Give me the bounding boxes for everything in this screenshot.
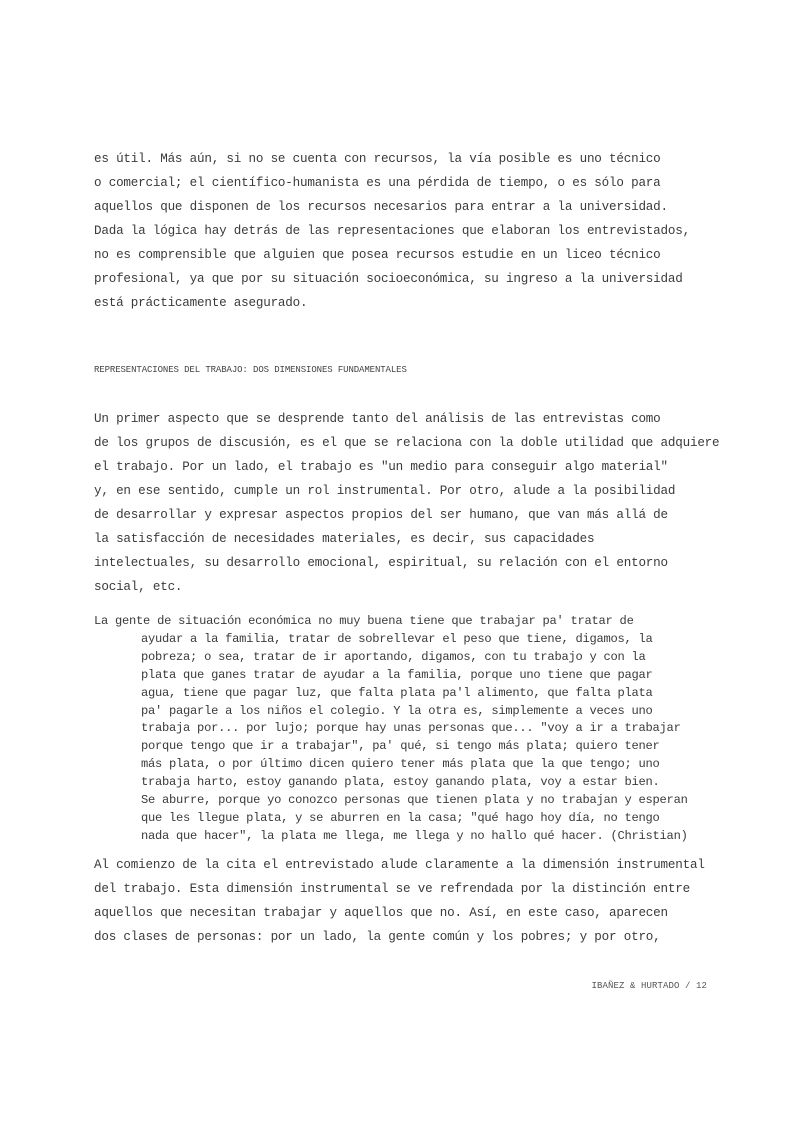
paragraph-line: intelectuales, su desarrollo emocional, espiritual, su relación con el entorno [94,556,668,570]
paragraph-line: Un primer aspecto que se desprende tanto del análisis de las entrevistas como [94,412,661,426]
quote-line: trabaja harto, estoy ganando plata, estoy ganando plata, voy a estar bien. [141,775,660,790]
paragraph-line: de desarrollar y expresar aspectos propios del ser humano, que van más allá de [94,508,668,522]
quote-line: trabaja por... por lujo; porque hay unas personas que... "voy a ir a trabajar [141,721,681,736]
page-footer: IBAÑEZ & HURTADO / 12 [591,981,707,991]
paragraph-line: o comercial; el científico-humanista es una pérdida de tiempo, o es sólo para [94,176,661,190]
paragraph-line: aquellos que disponen de los recursos necesarios para entrar a la universidad. [94,200,668,214]
paragraph-line: del trabajo. Esta dimensión instrumental se ve refrendada por la distinción entre [94,882,690,896]
body-paragraph-1 [94,147,708,315]
body-paragraph-2 [94,407,720,599]
quote-line: más plata, o por último dicen quiero tener más plata que la que tengo; uno [141,757,660,772]
quote-line: que les llegue plata, y se aburren en la casa; "qué hago hoy día, no tengo [141,810,660,825]
paragraph-line: el trabajo. Por un lado, el trabajo es "un medio para conseguir algo material" [94,460,668,474]
paragraph-line: aquellos que necesitan trabajar y aquellos que no. Así, en este caso, aparecen [94,906,668,920]
paragraph-line: de los grupos de discusión, es el que se relaciona con la doble utilidad que adquiere [94,436,720,450]
paragraph-line: la satisfacción de necesidades materiales, es decir, sus capacidades [94,532,595,546]
body-paragraph-3 [94,853,708,949]
quote-line: pa' pagarle a los niños el colegio. Y la otra es, simplemente a veces uno [141,703,653,718]
quote-line: nada que hacer", la plata me llega, me llega y no hallo qué hacer. (Christian) [141,828,688,843]
paragraph-line: y, en ese sentido, cumple un rol instrumental. Por otro, alude a la posibilidad [94,484,676,498]
quote-line: porque tengo que ir a trabajar", pa' qué, si tengo más plata; quiero tener [141,739,660,754]
paragraph-line: Dada la lógica hay detrás de las representaciones que elaboran los entrevistados, [94,224,690,238]
section-heading: REPRESENTACIONES DEL TRABAJO: DOS DIMENSIONES FUNDAMENTALES [94,365,407,375]
paragraph-line: está prácticamente asegurado. [94,296,308,310]
paragraph-line: es útil. Más aún, si no se cuenta con recursos, la vía posible es uno técnico [94,152,661,166]
paragraph-line: profesional, ya que por su situación socioeconómica, su ingreso a la universidad [94,272,683,286]
quote-line: pobreza; o sea, tratar de ir aportando, digamos, con tu trabajo y con la [141,649,646,664]
paragraph-line: social, etc. [94,580,183,594]
block-quote [94,613,708,846]
quote-line: plata que ganes tratar de ayudar a la familia, porque uno tiene que pagar [141,667,653,682]
quote-line: La gente de situación económica no muy buena tiene que trabajar pa' tratar de [94,614,634,628]
quote-line: Se aburre, porque yo conozco personas que tienen plata y no trabajan y esperan [141,793,688,808]
paragraph-line: dos clases de personas: por un lado, la gente común y los pobres; y por otro, [94,930,661,944]
quote-line: ayudar a la familia, tratar de sobrellevar el peso que tiene, digamos, la [141,631,653,646]
paragraph-line: Al comienzo de la cita el entrevistado alude claramente a la dimensión instrumental [94,858,705,872]
paragraph-line: no es comprensible que alguien que posea recursos estudie en un liceo técnico [94,248,661,262]
quote-line: agua, tiene que pagar luz, que falta plata pa'l alimento, que falta plata [141,685,653,700]
